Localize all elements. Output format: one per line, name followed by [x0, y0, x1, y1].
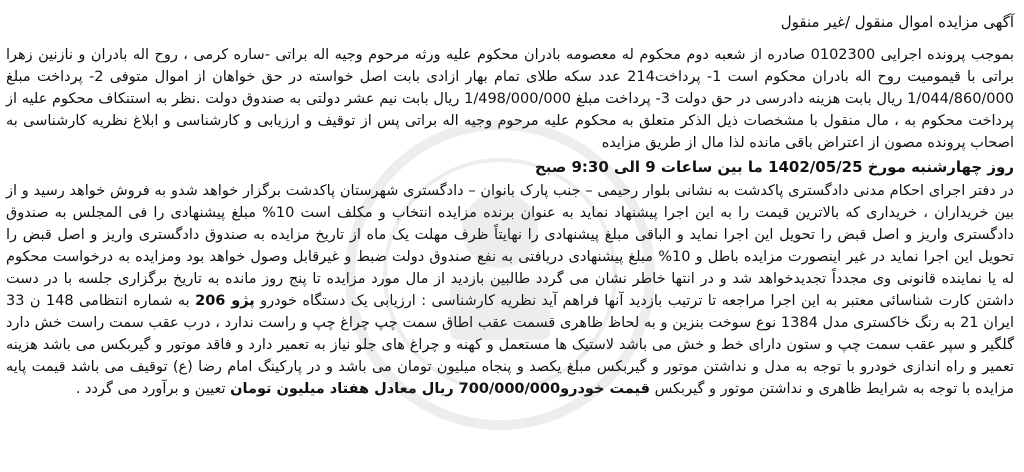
base-price: قیمت خودرو700/000/000 ریال معادل هفتاد میلیون تومان: [230, 381, 650, 397]
notice-paragraph-auction: [6, 180, 1014, 400]
vehicle-description-text: به شماره انتظامی 148 ن 33 ایران 21 به رنگ خاکستری مدل 1384 نوع سوخت بنزین و به لحاظ ظاهری قسمت عقب اطاق سمت چپ چراغ چپ و راست ندارد ، درب عقب سمت راست خش دارد گلگیر و سپر عقب سمت چپ و ستون دارای خط و خش می باشد لاستیک ها مستعمل و کهنه و چراغ های جلو نیاز به تعمیر دارد و فاقد موتور و گیربکس می باشد هزینه تعمیر و راه اندازی خودرو با توجه به مدل و نداشتن موتور و گیربکس مبلغ یکصد و پنجاه میلیون تومان می باشد و در پارکینگ امام رضا (ع) توقیف می باشد قیمت پایه مزایده با توجه به شرایط ظاهری و نداشتن موتور و گیربکس: [6, 293, 1014, 397]
auction-terms-text: در دفتر اجرای احکام مدنی دادگستری پاکدشت به نشانی بلوار رحیمی – جنب پارک بانوان – دادگستری شهرستان پاکدشت برگزار خواهد شدو به فروش خواهد رسید و از بین خریداران ، خریداری که بالاترین قیمت را به این اجرا پیشنهاد نماید به عنوان برنده مزایده انتخاب و مکلف است 10% مبلغ پیشنهادی را فی المجلس به صندوق دادگستری واریز و اصل قبض را تحویل این اجرا نماید و الباقی مبلغ پیشنهادی را نهایتاً ظرف مهلت یک ماه از تاریخ مزایده به صندوق دادگستری واریز و اصل قبض را تحویل این اجرا نماید در غیر اینصورت مزایده باطل و 10% مبلغ پیشنهادی دریافتی به نفع صندوق دولت ضبط و غیرقابل وصول خواهد بود ومزایده به درخواست محکوم له یا نماینده قانونی وی مجدداً تجدیدخواهد شد و در انتها خاطر نشان می گردد طالبین بازدید از مال مورد مزایده تا پنج روز مانده به تاریخ برگزاری جلسه با در دست داشتن کارت شناسائی معتبر به این اجرا مراجعه تا ترتیب بازدید آنها فراهم آید نظریه کارشناسی : ارزیابی یک دستگاه خودرو: [6, 183, 1014, 309]
notice-title: آگهی مزایده اموال منقول /غیر منقول: [780, 13, 1014, 31]
auction-date-line: روز چهارشنبه مورخ 1402/05/25 ما بین ساعات 9 الی 9:30 صبح: [534, 158, 1014, 176]
vehicle-model: پژو 206: [195, 293, 255, 309]
notice-paragraph-case: بموجب پرونده اجرایی 0102300 صادره از شعبه دوم محکوم له معصومه بادران محکوم علیه ورثه مرحوم وجیه اله براتی -ساره کرمی ، روح اله بادران و نازنین زهرا براتی با قیمومیت روح اله بادران محکوم است 1- پرداخت214 عدد سکه طلای تمام بهار ازادی بابت اصل خواسته در حق خواهان از اموال متوفی 2- پرداخت مبلغ 1/044/860/000 ریال بابت هزینه دادرسی در حق دولت 3- پرداخت مبلغ 1/498/000/000 ریال بابت نیم عشر دولتی به صندوق دولت .نظر به استنکاف محکوم علیه از پرداخت محکوم به ، مال منقول با مشخصات ذیل الذکر متعلق به محکوم علیه مرحوم وجیه اله براتی پس از توقیف و ارزیابی و کارشناسی و ابلاغ نظریه کارشناسی به اصحاب پرونده مصون از اعتراض باقی مانده لذا مال از طریق مزایده: [6, 47, 1014, 151]
closing-text: تعیین و برآورد می گردد .: [75, 381, 226, 397]
